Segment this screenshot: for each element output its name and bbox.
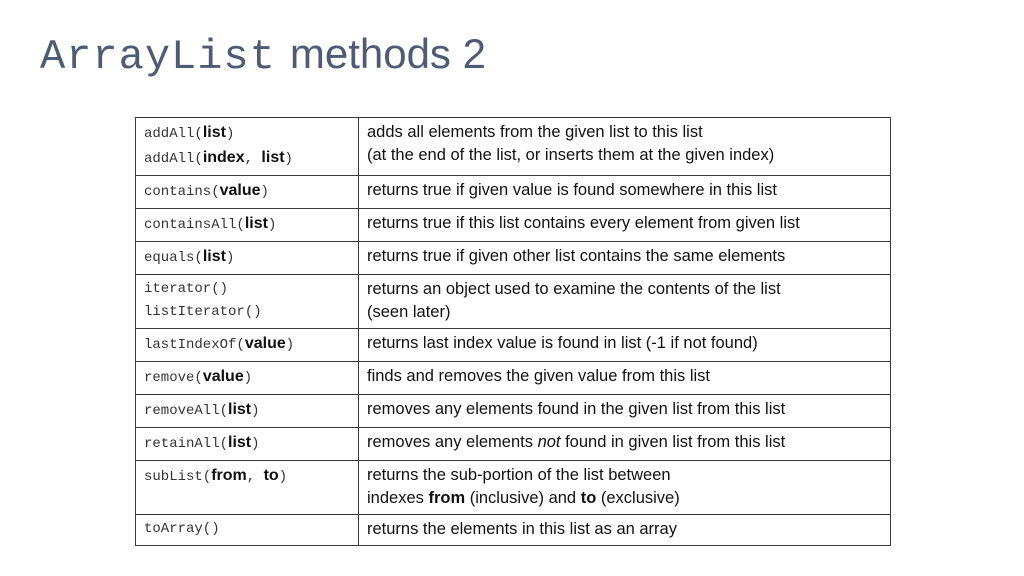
text-segment: removeAll(	[144, 403, 229, 419]
emphasis-text: not	[537, 433, 561, 451]
method-signature	[136, 242, 359, 275]
param-name: value	[202, 368, 244, 385]
method-description-line	[367, 398, 882, 421]
method-signature	[136, 176, 359, 209]
method-description-line	[367, 179, 882, 202]
text-segment: removes any elements	[367, 433, 538, 451]
param-name: index	[202, 149, 245, 166]
text-segment: returns the elements in this list as an array	[367, 520, 677, 538]
text-segment: returns true if given other list contains the same elements	[367, 247, 786, 265]
method-description	[359, 275, 891, 329]
method-description-line	[367, 464, 882, 487]
text-segment: found in given list from this list	[560, 433, 786, 451]
method-description-line	[367, 245, 882, 268]
text-segment: returns true if this list contains every element from given list	[367, 214, 800, 232]
param-name: from	[211, 467, 247, 484]
method-signature	[136, 329, 359, 362]
method-description	[359, 209, 891, 242]
method-signature	[136, 275, 359, 329]
slide-title	[40, 28, 486, 80]
table-row	[136, 362, 891, 395]
method-description-line	[367, 365, 882, 388]
method-description-line	[367, 518, 882, 541]
method-description-line	[367, 121, 882, 144]
text-segment: ,	[246, 469, 264, 485]
param-name: list	[244, 215, 268, 232]
text-segment: addAll(	[144, 151, 203, 167]
text-segment: )	[278, 469, 288, 485]
text-segment: returns last index value is found in list (-1 if not found)	[367, 334, 758, 352]
table-row	[136, 209, 891, 242]
method-signature-line	[144, 121, 350, 146]
title-text: methods 2	[289, 30, 486, 77]
text-segment: removes any elements found in the given list from this list	[367, 400, 786, 418]
text-segment: returns true if given value is found somewhere in this list	[367, 181, 777, 199]
text-segment: ,	[244, 151, 262, 167]
method-description	[359, 242, 891, 275]
method-signature-line	[144, 278, 350, 301]
method-description	[359, 118, 891, 176]
text-segment: )	[285, 337, 295, 353]
text-segment: finds and removes the given value from this list	[367, 367, 710, 385]
method-description	[359, 515, 891, 546]
method-description	[359, 395, 891, 428]
method-signature	[136, 209, 359, 242]
method-description	[359, 329, 891, 362]
method-description-line	[367, 487, 882, 510]
method-signature	[136, 461, 359, 515]
method-description	[359, 428, 891, 461]
method-description	[359, 461, 891, 515]
text-segment: )	[260, 184, 269, 200]
method-description-line	[367, 332, 882, 355]
method-signature-line	[144, 212, 350, 237]
method-signature-line	[144, 365, 350, 390]
param-name: list	[202, 124, 226, 141]
method-signature	[136, 362, 359, 395]
method-description-line	[367, 278, 882, 301]
table-row	[136, 395, 891, 428]
method-signature	[136, 395, 359, 428]
text-segment: iterator()	[144, 281, 229, 297]
text-segment: contains(	[144, 184, 220, 200]
method-signature	[136, 118, 359, 176]
table-row	[136, 428, 891, 461]
param-name: list	[228, 434, 252, 451]
method-signature-line	[144, 464, 350, 489]
method-signature	[136, 515, 359, 546]
title-class-name: ArrayList	[40, 33, 276, 81]
text-segment: lastIndexOf(	[144, 337, 245, 353]
table-row	[136, 461, 891, 515]
text-segment: )	[251, 436, 260, 452]
param-name: value	[244, 335, 286, 352]
text-segment: (exclusive)	[596, 489, 680, 507]
text-segment: remove(	[144, 370, 203, 386]
text-segment: listIterator()	[144, 304, 262, 320]
text-segment: adds all elements from the given list to this list	[367, 123, 703, 141]
param-name: from	[428, 489, 466, 507]
param-name: to	[263, 467, 279, 484]
text-segment: (inclusive) and	[465, 489, 581, 507]
text-segment: toArray()	[144, 521, 220, 537]
text-segment: retainAll(	[144, 436, 229, 452]
method-signature-line	[144, 332, 350, 357]
method-description-line	[367, 431, 882, 454]
method-description	[359, 362, 891, 395]
method-description-line	[367, 301, 882, 324]
text-segment: )	[267, 217, 277, 233]
text-segment: returns an object used to examine the contents of the list	[367, 280, 781, 298]
text-segment: )	[251, 403, 260, 419]
method-signature-line	[144, 179, 350, 204]
methods-table	[135, 117, 891, 546]
table-row	[136, 515, 891, 546]
param-name: value	[219, 182, 261, 199]
text-segment: indexes	[367, 489, 429, 507]
text-segment: subList(	[144, 469, 212, 485]
method-signature-line	[144, 518, 350, 541]
method-description	[359, 176, 891, 209]
method-description-line	[367, 144, 882, 167]
table-row	[136, 118, 891, 176]
param-name: list	[261, 149, 285, 166]
text-segment: )	[243, 370, 253, 386]
table-row	[136, 242, 891, 275]
param-name: list	[202, 248, 226, 265]
text-segment: (at the end of the list, or inserts them at the given index)	[367, 146, 775, 164]
method-signature	[136, 428, 359, 461]
text-segment: (seen later)	[367, 303, 451, 321]
table-row	[136, 329, 891, 362]
methods-table-body	[136, 118, 891, 546]
method-signature-line	[144, 146, 350, 171]
text-segment: containsAll(	[144, 217, 245, 233]
text-segment: )	[225, 126, 235, 142]
method-signature-line	[144, 301, 350, 324]
method-description-line	[367, 212, 882, 235]
table-row	[136, 176, 891, 209]
table-row	[136, 275, 891, 329]
text-segment: )	[284, 151, 293, 167]
text-segment: addAll(	[144, 126, 203, 142]
method-signature-line	[144, 398, 350, 423]
method-signature-line	[144, 245, 350, 270]
text-segment: returns the sub-portion of the list between	[367, 466, 671, 484]
param-name: to	[580, 489, 597, 507]
param-name: list	[228, 401, 252, 418]
method-signature-line	[144, 431, 350, 456]
text-segment: )	[225, 250, 235, 266]
text-segment: equals(	[144, 250, 203, 266]
